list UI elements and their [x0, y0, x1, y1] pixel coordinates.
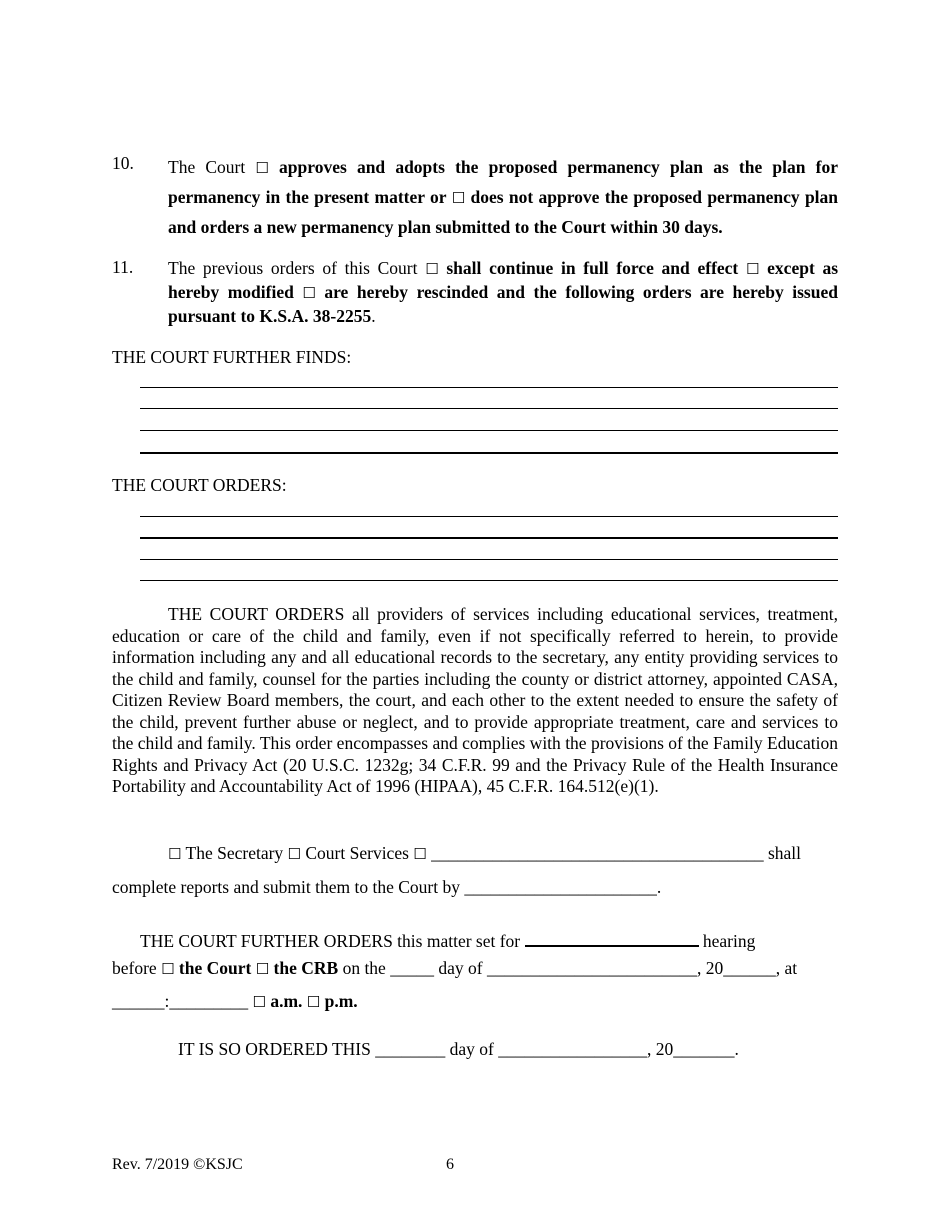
item-suffix: . — [371, 306, 376, 326]
orders-heading: THE COURT ORDERS: — [112, 475, 287, 495]
orders-line[interactable] — [140, 537, 838, 539]
hearing-line-2 — [112, 958, 797, 979]
checkbox[interactable]: ☐ — [255, 159, 269, 177]
hearing-day-blank[interactable]: _____ — [390, 958, 434, 978]
checkbox[interactable]: ☐ — [255, 960, 270, 978]
hearing-year-blank[interactable]: ______ — [723, 958, 776, 978]
year-prefix: , 20 — [646, 1039, 674, 1059]
item-number: 10. — [112, 153, 134, 173]
day-of-text: day of — [449, 1039, 494, 1059]
orders-lead: THE COURT ORDERS — [168, 604, 345, 624]
on-the-text: on the — [342, 958, 386, 978]
orders-line[interactable] — [140, 516, 838, 517]
option-continue: shall continue in full force and effect — [446, 258, 739, 278]
option-not-approve: does not approve the proposed permanency plan and orders a new permanency plan submitted to the Court within 30 days. — [168, 187, 839, 237]
at-text: , at — [775, 958, 798, 978]
reports-end: . — [656, 877, 662, 897]
so-ordered-text: IT IS SO ORDERED THIS — [178, 1039, 371, 1059]
findings-line[interactable] — [140, 452, 838, 454]
before-word: before — [112, 958, 157, 978]
findings-line[interactable] — [140, 387, 838, 388]
hearing-word: hearing — [702, 931, 756, 951]
orders-line[interactable] — [140, 559, 838, 560]
hearing-type-blank[interactable] — [525, 931, 699, 947]
orders-body: all providers of services including educational services, treatment, education or care of the child and family, even if not specifically referred to herein, to provide information including any and all educational records to the secretary, any entity providing services to the child and family, counsel for the parties including the county or district attorney, appointed CASA, Citizen Review Board members, the court, and each other to the extent needed to ensure the safety of the child, prevent further abuse or neglect, and to provide appropriate treatment, care and services to the child and family. This order encompasses and complies with the provisions of the Family Education Rights and Privacy Act (20 U.S.C. 1232g; 34 C.F.R. 99 and the Privacy Rule of the Health Insurance Portability and Accountability Act of 1996 (HIPAA), 45 C.F.R. 164.512(e)(1). — [112, 604, 838, 796]
checkbox[interactable]: ☐ — [252, 993, 266, 1011]
reports-line-1 — [168, 843, 838, 864]
hearing-text: THE COURT FURTHER ORDERS this matter set for — [140, 931, 521, 951]
the-court-option: the Court — [178, 958, 252, 978]
ordered-year-blank[interactable]: _______ — [673, 1039, 735, 1059]
hearing-month-blank[interactable]: ________________________ — [486, 958, 697, 978]
checkbox[interactable]: ☐ — [161, 960, 175, 978]
ordered-month-blank[interactable]: _________________ — [498, 1039, 647, 1059]
hearing-minute-blank[interactable]: _________ — [169, 991, 249, 1011]
item-text — [168, 153, 838, 242]
checkbox[interactable]: ☐ — [306, 993, 321, 1011]
other-entity-blank[interactable]: ______________________________________ — [431, 843, 764, 863]
checkbox[interactable]: ☐ — [451, 189, 466, 207]
option-modified: except as hereby modified — [168, 258, 839, 302]
page-number: 6 — [446, 1156, 454, 1173]
checkbox[interactable]: ☐ — [302, 284, 316, 302]
option-approve: approves and adopts the proposed permanency plan as the plan for permanency in the present matter or — [168, 157, 839, 207]
item-number: 11. — [112, 257, 134, 277]
option-rescinded: are hereby rescinded and the following orders are hereby issued pursuant to K.S.A. 38-2255 — [168, 282, 838, 326]
checkbox[interactable]: ☐ — [413, 845, 427, 863]
reports-text: complete reports and submit them to the Court by — [112, 877, 460, 897]
item-prefix: The Court — [168, 157, 246, 177]
checkbox[interactable]: ☐ — [745, 260, 760, 278]
court-services-label: Court Services — [305, 843, 409, 863]
shall-word: shall — [767, 843, 802, 863]
ordered-day-blank[interactable]: ________ — [375, 1039, 446, 1059]
day-of-text: day of — [438, 958, 483, 978]
findings-heading: THE COURT FURTHER FINDS: — [112, 347, 352, 367]
checkbox[interactable]: ☐ — [168, 845, 182, 863]
so-ordered-end: . — [734, 1039, 739, 1059]
hearing-line-3 — [112, 991, 358, 1012]
hearing-hour-blank[interactable]: ______ — [112, 991, 165, 1011]
hearing-line-1 — [140, 931, 755, 952]
so-ordered-line — [178, 1039, 739, 1060]
year-prefix: , 20 — [696, 958, 724, 978]
item-prefix: The previous orders of this Court — [168, 258, 418, 278]
pm-option: p.m. — [324, 991, 358, 1011]
reports-date-blank[interactable]: ______________________ — [464, 877, 657, 897]
orders-line[interactable] — [140, 580, 838, 581]
findings-line[interactable] — [140, 408, 838, 409]
secretary-label: The Secretary — [185, 843, 284, 863]
the-crb-option: the CRB — [273, 958, 339, 978]
time-colon: : — [164, 991, 170, 1011]
am-option: a.m. — [270, 991, 303, 1011]
findings-line[interactable] — [140, 430, 838, 431]
reports-line-2 — [112, 877, 661, 898]
footer-revision: Rev. 7/2019 ©KSJC — [112, 1156, 243, 1173]
item-text — [168, 257, 838, 328]
checkbox[interactable]: ☐ — [425, 260, 439, 278]
orders-paragraph — [112, 604, 838, 798]
checkbox[interactable]: ☐ — [287, 845, 301, 863]
